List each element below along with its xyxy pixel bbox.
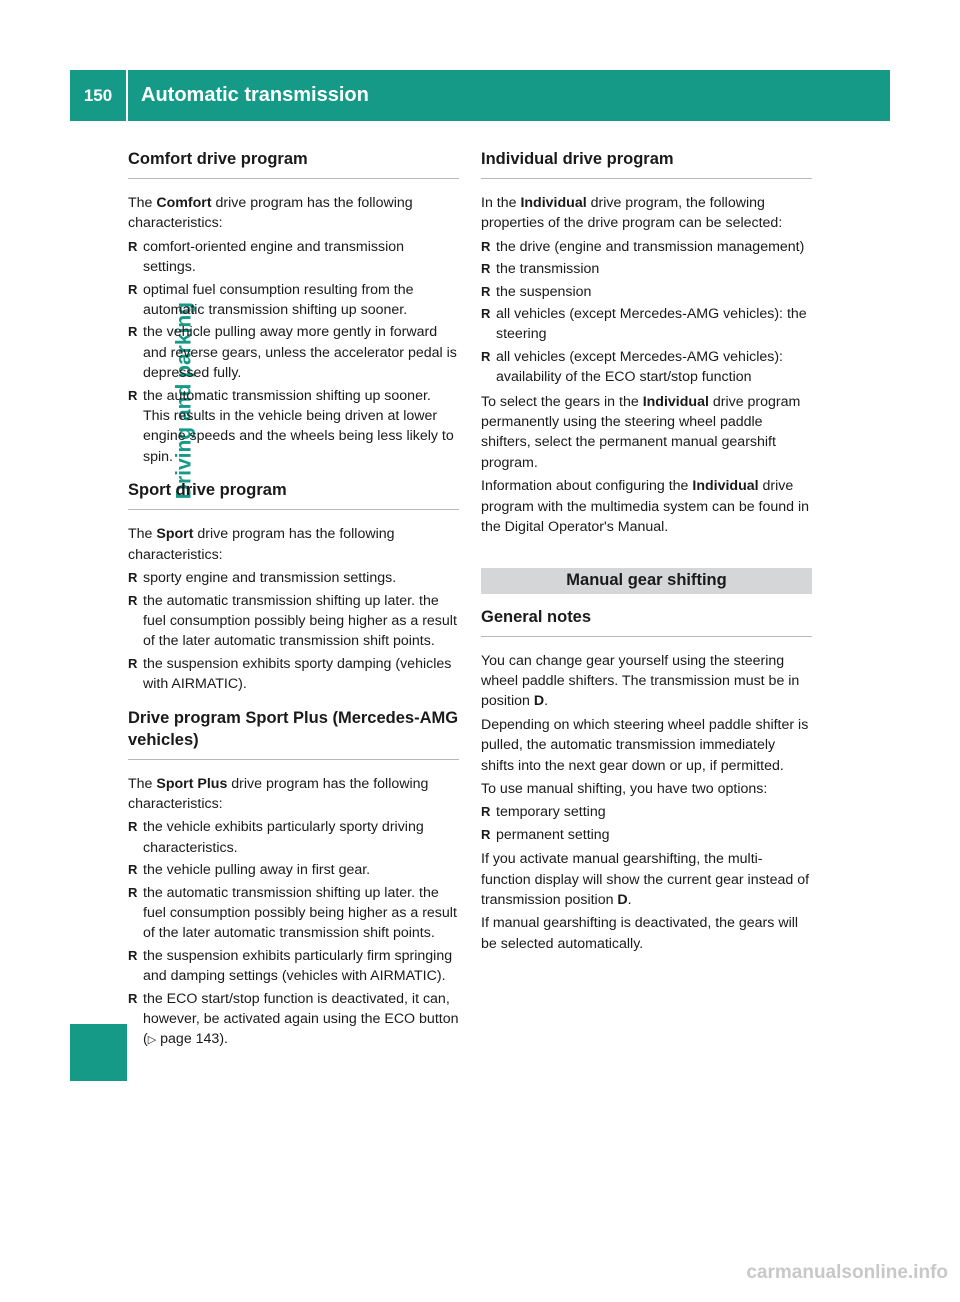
- general-notes-heading: General notes: [481, 606, 812, 637]
- section-marker: [70, 1024, 127, 1081]
- list-item: R the suspension: [481, 282, 812, 302]
- individual-paragraph: To select the gears in the Individual drive program permanently using the steering wheel paddle shifters, select the permanent manual gearshift program.: [481, 393, 801, 471]
- watermark: carmanualsonline.info: [746, 1262, 948, 1283]
- list-item: R sporty engine and transmission settings.: [128, 568, 459, 588]
- list-item: R the automatic transmission shifting up sooner. This results in the vehicle being driven at lower engine speeds and the wheels being less likely to spin.: [128, 386, 459, 468]
- left-column: [128, 148, 459, 1055]
- comfort-intro: The Comfort drive program has the following characteristics:: [128, 195, 413, 232]
- page-reference-arrow-icon: ▷: [147, 1034, 157, 1047]
- list-item: R the ECO start/stop function is deactivated, it can, however, be activated again using the ECO button (▷ page 143).: [128, 989, 459, 1051]
- sport-plus-intro: The Sport Plus drive program has the following characteristics:: [128, 775, 429, 812]
- list-item: R all vehicles (except Mercedes-AMG vehicles): the steering: [481, 304, 812, 345]
- sport-section: [128, 479, 459, 694]
- right-column: [481, 148, 812, 957]
- comfort-list: [128, 237, 459, 467]
- list-item: R the drive (engine and transmission management): [481, 237, 812, 257]
- list-item: R the suspension exhibits particularly firm springing and damping settings (vehicles with AIRMATIC).: [128, 946, 459, 987]
- manual-paragraph: If manual gearshifting is deactivated, the gears will be selected automatically.: [481, 915, 799, 952]
- sport-plus-list: [128, 817, 459, 1050]
- sport-plus-heading: Drive program Sport Plus (Mercedes-AMG vehicles): [128, 707, 459, 760]
- manual-paragraph: You can change gear yourself using the steering wheel paddle shifters. The transmission must be in position D.: [481, 652, 800, 710]
- manual-paragraph: To use manual shifting, you have two options:: [481, 780, 768, 797]
- list-item: R optimal fuel consumption resulting from the automatic transmission shifting up sooner.: [128, 280, 459, 321]
- sport-list: [128, 568, 459, 694]
- list-item: R the automatic transmission shifting up later. the fuel consumption possibly being higher as a result of the later automatic transmission shift points.: [128, 591, 459, 652]
- manual-paragraph: Depending on which steering wheel paddle shifter is pulled, the automatic transmission immediately shifts into the next gear down or up, if permitted.: [481, 716, 809, 774]
- list-item: R temporary setting: [481, 802, 812, 822]
- list-item: R the vehicle pulling away in first gear.: [128, 860, 459, 880]
- list-item: R all vehicles (except Mercedes-AMG vehicles): availability of the ECO start/stop function: [481, 347, 812, 388]
- sport-plus-section: [128, 707, 459, 1051]
- page-title: Automatic transmission: [141, 84, 369, 106]
- list-item: R the vehicle exhibits particularly sporty driving characteristics.: [128, 817, 459, 858]
- list-item: R the transmission: [481, 259, 812, 279]
- sport-intro: The Sport drive program has the following characteristics:: [128, 526, 395, 563]
- individual-heading: Individual drive program: [481, 148, 812, 179]
- list-item: R the suspension exhibits sporty damping (vehicles with AIRMATIC).: [128, 654, 459, 695]
- manual-paragraph: If you activate manual gearshifting, the multi-function display will show the current gear instead of transmission position D.: [481, 851, 810, 908]
- list-item: R the vehicle pulling away more gently in forward and reverse gears, unless the accelerator pedal is depressed fully.: [128, 322, 459, 383]
- individual-intro: In the Individual drive program, the following properties of the drive program can be selected:: [481, 195, 783, 232]
- header-divider: [126, 70, 128, 121]
- list-item: R the automatic transmission shifting up later. the fuel consumption possibly being higher as a result of the later automatic transmission shift points.: [128, 883, 459, 944]
- section-sidebar-label: Driving and parking: [172, 302, 196, 500]
- page-number: 150: [83, 85, 113, 105]
- sport-heading: Sport drive program: [128, 479, 459, 510]
- individual-paragraph: Information about configuring the Individual drive program with the multimedia system can be found in the Digital Operator's Manual.: [481, 478, 810, 536]
- individual-list: [481, 237, 812, 388]
- page-reference-link[interactable]: page 143).: [156, 1031, 228, 1048]
- manual-shifting-band: Manual gear shifting: [481, 568, 812, 594]
- comfort-heading: Comfort drive program: [128, 148, 459, 179]
- manual-options-list: [481, 802, 812, 845]
- list-item: R permanent setting: [481, 825, 812, 845]
- list-item: R comfort-oriented engine and transmission settings.: [128, 237, 459, 278]
